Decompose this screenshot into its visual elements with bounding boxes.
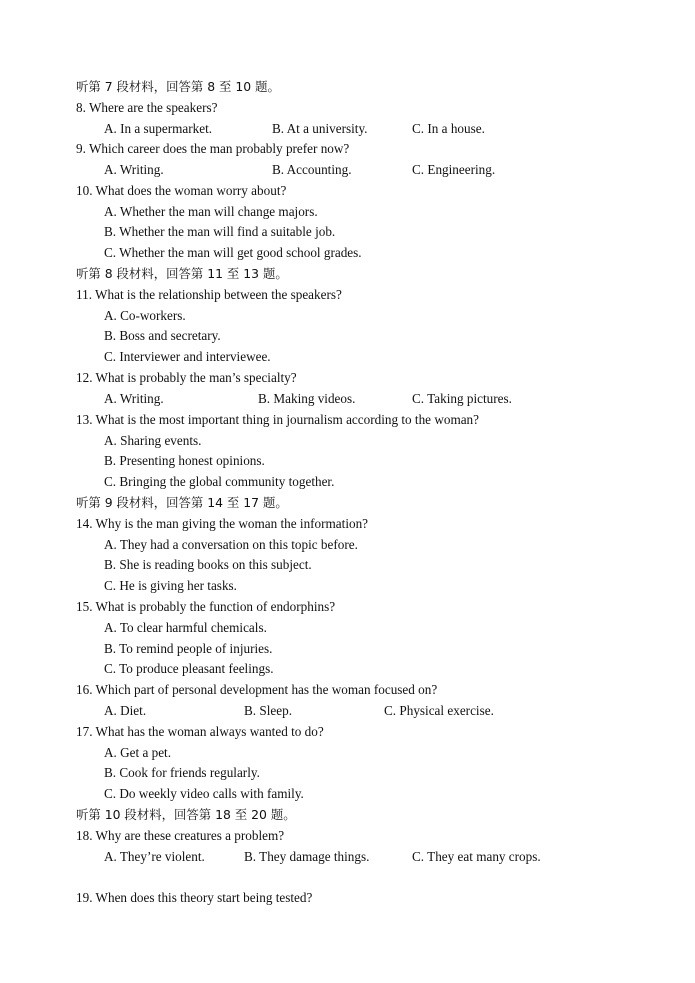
question-14: 14. Why is the man giving the woman the information? [76,516,369,531]
option-b: B. Accounting. [272,162,352,177]
question-10: 10. What does the woman worry about? [76,183,287,198]
option-c: C. Engineering. [412,162,496,177]
question-16: 16. Which part of personal development has the woman focused on? [76,682,438,697]
question-13: 13. What is the most important thing in journalism according to the woman? [76,412,480,427]
option-a: A. To clear harmful chemicals. [104,620,267,635]
option-b: B. Making videos. [258,391,356,406]
option-b: B. Whether the man will find a suitable job. [104,224,336,239]
option-b: B. At a university. [272,121,368,136]
section-heading-7: 听第 7 段材料，回答第 8 至 10 题。 [76,79,280,94]
option-b: B. Boss and secretary. [104,328,221,343]
option-a: A. They had a conversation on this topic before. [104,537,358,552]
option-b: B. To remind people of injuries. [104,641,273,656]
question-19: 19. When does this theory start being tested? [76,890,313,905]
option-c: C. Do weekly video calls with family. [104,786,304,801]
option-c: C. To produce pleasant feelings. [104,661,274,676]
question-11: 11. What is the relationship between the speakers? [76,287,342,302]
option-c: C. Taking pictures. [412,391,512,406]
section-heading-8: 听第 8 段材料，回答第 11 至 13 题。 [76,266,288,281]
option-a: A. Writing. [104,391,164,406]
section-heading-9: 听第 9 段材料，回答第 14 至 17 题。 [76,495,288,510]
option-a: A. Diet. [104,703,147,718]
option-a: A. Sharing events. [104,433,202,448]
option-b: B. Cook for friends regularly. [104,765,260,780]
option-a: A. Co-workers. [104,308,186,323]
option-b: B. Sleep. [244,703,292,718]
option-c: C. In a house. [412,121,485,136]
option-b: B. Presenting honest opinions. [104,453,265,468]
option-a: A. Whether the man will change majors. [104,204,318,219]
option-c: C. He is giving her tasks. [104,578,237,593]
section-heading-10: 听第 10 段材料，回答第 18 至 20 题。 [76,807,296,822]
option-a: A. In a supermarket. [104,121,213,136]
option-c: C. Interviewer and interviewee. [104,349,271,364]
option-b: B. They damage things. [244,849,370,864]
option-c: C. Physical exercise. [384,703,494,718]
option-a: A. They’re violent. [104,849,205,864]
option-c: C. They eat many crops. [412,849,541,864]
option-c: C. Bringing the global community together. [104,474,335,489]
question-9: 9. Which career does the man probably prefer now? [76,141,350,156]
question-8: 8. Where are the speakers? [76,100,218,115]
question-15: 15. What is probably the function of endorphins? [76,599,336,614]
question-12: 12. What is probably the man’s specialty? [76,370,297,385]
question-18: 18. Why are these creatures a problem? [76,828,285,843]
option-a: A. Writing. [104,162,164,177]
option-c: C. Whether the man will get good school grades. [104,245,362,260]
option-b: B. She is reading books on this subject. [104,557,312,572]
option-a: A. Get a pet. [104,745,172,760]
question-17: 17. What has the woman always wanted to do? [76,724,324,739]
